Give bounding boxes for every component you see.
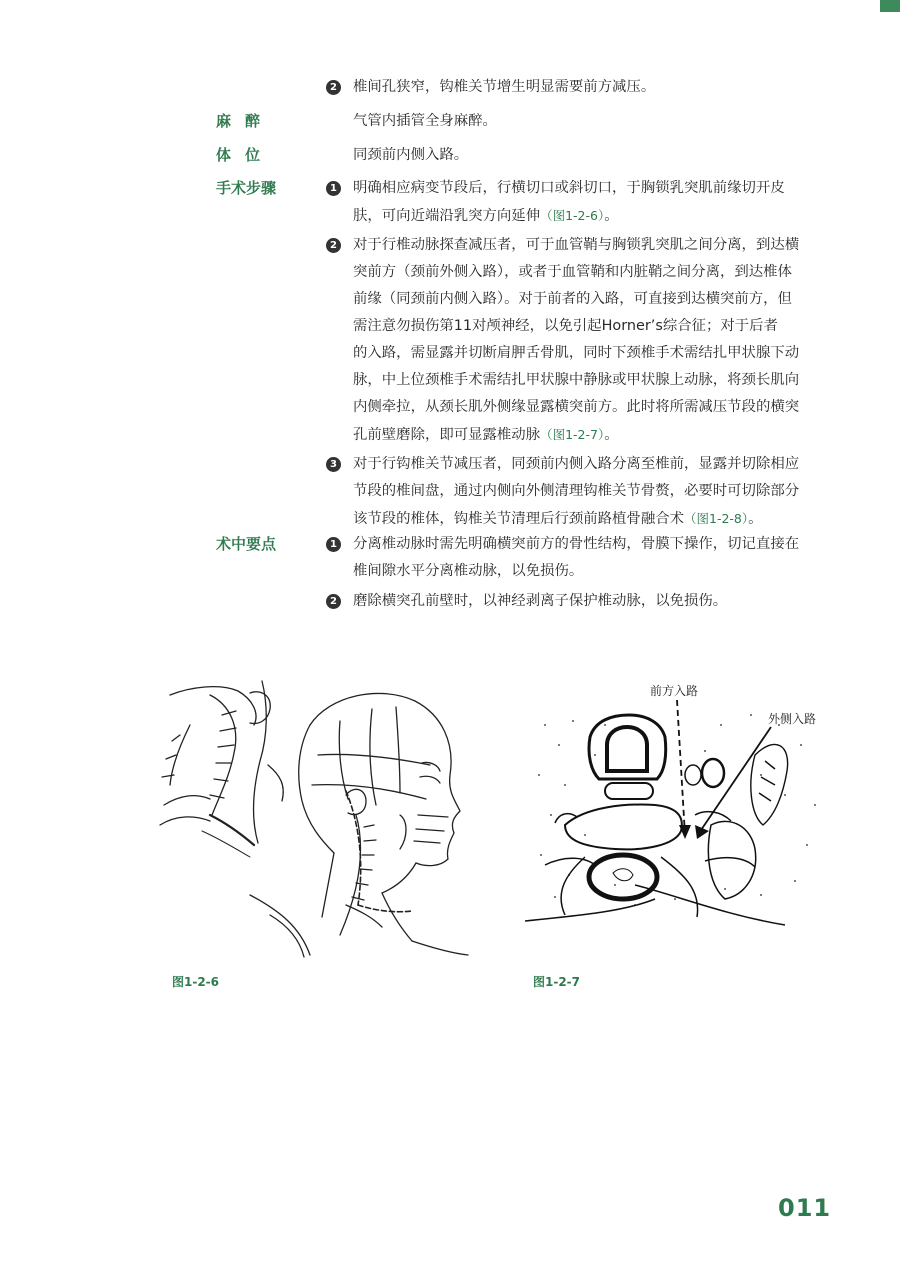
list-item bbox=[326, 108, 826, 135]
text-line-content: 肤，可向近端沿乳突方向延伸 bbox=[353, 208, 541, 224]
sentence-end: 。 bbox=[604, 208, 619, 224]
text-line bbox=[353, 286, 826, 313]
text-line bbox=[353, 505, 826, 533]
text-line-content: 需注意勿损伤第11对颅神经，以免引起Horner’s综合征；对于后者 bbox=[353, 318, 778, 334]
text-line-content: 分离椎动脉时需先明确横突前方的骨性结构，骨膜下操作，切记直接在 bbox=[353, 536, 800, 552]
text-line-content: 同颈前内侧入路。 bbox=[353, 147, 469, 163]
lateral-approach-label: 外侧入路 bbox=[768, 712, 817, 726]
section-heading: 体位 bbox=[216, 146, 275, 164]
figure-reference-link[interactable]: （图1-2-6） bbox=[540, 208, 605, 223]
text-line-content: 气管内插管全身麻醉。 bbox=[353, 113, 497, 129]
text-line bbox=[353, 588, 826, 615]
text-line bbox=[353, 531, 826, 558]
item-number-badge: 2 bbox=[326, 238, 341, 253]
text-line-content: 明确相应病变节段后，行横切口或斜切口，于胸锁乳突肌前缘切开皮 bbox=[353, 180, 785, 196]
list-item bbox=[326, 531, 826, 585]
item-number-badge: 2 bbox=[326, 80, 341, 95]
list-item bbox=[326, 175, 826, 229]
figure-1-2-7-caption: 图1-2-7 bbox=[533, 975, 581, 989]
text-line-content: 内侧牵拉，从颈长肌外侧缘显露横突前方。此时将所需减压节段的横突 bbox=[353, 399, 800, 415]
text-line-content: 对于行椎动脉探查减压者，可于血管鞘与胸锁乳突肌之间分离，到达横 bbox=[353, 237, 800, 253]
text-line-content: 前缘（同颈前内侧入路）。对于前者的入路，可直接到达横突前方，但 bbox=[353, 291, 792, 307]
list-item bbox=[326, 232, 826, 448]
text-line bbox=[353, 313, 826, 340]
text-line bbox=[353, 74, 826, 101]
sentence-end: 。 bbox=[748, 511, 763, 527]
text-line-content: 孔前壁磨除，即可显露椎动脉 bbox=[353, 427, 541, 443]
item-number-badge: 1 bbox=[326, 181, 341, 196]
corner-tab bbox=[880, 0, 900, 12]
text-line-content: 节段的椎间盘，通过内侧向外侧清理钩椎关节骨赘，必要时可切除部分 bbox=[353, 483, 800, 499]
figure-1-2-6-caption: 图1-2-6 bbox=[172, 975, 220, 989]
text-line-content: 脉，中上位颈椎手术需结扎甲状腺中静脉或甲状腺上动脉，将颈长肌向 bbox=[353, 372, 800, 388]
text-line bbox=[353, 394, 826, 421]
item-number-badge: 3 bbox=[326, 457, 341, 472]
text-line bbox=[353, 142, 826, 169]
text-line bbox=[353, 451, 826, 478]
text-line bbox=[353, 232, 826, 259]
text-line bbox=[353, 478, 826, 505]
list-item bbox=[326, 142, 826, 169]
item-number-badge: 1 bbox=[326, 537, 341, 552]
list-item bbox=[326, 74, 826, 101]
text-line-content: 椎间孔狭窄，钩椎关节增生明显需要前方减压。 bbox=[353, 79, 656, 95]
text-line bbox=[353, 367, 826, 394]
list-item bbox=[326, 451, 826, 532]
text-line-content: 磨除横突孔前壁时，以神经剥离子保护椎动脉，以免损伤。 bbox=[353, 593, 728, 609]
text-line bbox=[353, 421, 826, 449]
figure-1-2-6 bbox=[150, 665, 470, 960]
text-line-content: 该节段的椎体，钩椎关节清理后行颈前路植骨融合术 bbox=[353, 511, 684, 527]
text-line bbox=[353, 202, 826, 230]
text-line bbox=[353, 259, 826, 286]
anterior-approach-label: 前方入路 bbox=[650, 684, 699, 698]
list-item bbox=[326, 588, 826, 615]
text-line-content: 的入路，需显露并切断肩胛舌骨肌，同时下颈椎手术需结扎甲状腺下动 bbox=[353, 345, 800, 361]
text-line bbox=[353, 175, 826, 202]
text-line-content: 对于行钩椎关节减压者，同颈前内侧入路分离至椎前，显露并切除相应 bbox=[353, 456, 800, 472]
section-heading: 术中要点 bbox=[216, 535, 277, 553]
text-line bbox=[353, 558, 826, 585]
text-line bbox=[353, 340, 826, 367]
figure-reference-link[interactable]: （图1-2-8） bbox=[684, 511, 749, 526]
section-heading: 麻醉 bbox=[216, 112, 275, 130]
figure-reference-link[interactable]: （图1-2-7） bbox=[540, 427, 605, 442]
text-line-content: 突前方（颈前外侧入路），或者于血管鞘和内脏鞘之间分离，到达椎体 bbox=[353, 264, 792, 280]
item-number-badge: 2 bbox=[326, 594, 341, 609]
text-line bbox=[353, 108, 826, 135]
cervical-incision-illustration bbox=[150, 665, 470, 960]
figure-1-2-7 bbox=[525, 685, 825, 930]
sentence-end: 。 bbox=[604, 427, 619, 443]
page-number: 011 bbox=[778, 1194, 832, 1222]
text-line-content: 椎间隙水平分离椎动脉，以免损伤。 bbox=[353, 563, 584, 579]
section-heading: 手术步骤 bbox=[216, 179, 277, 197]
